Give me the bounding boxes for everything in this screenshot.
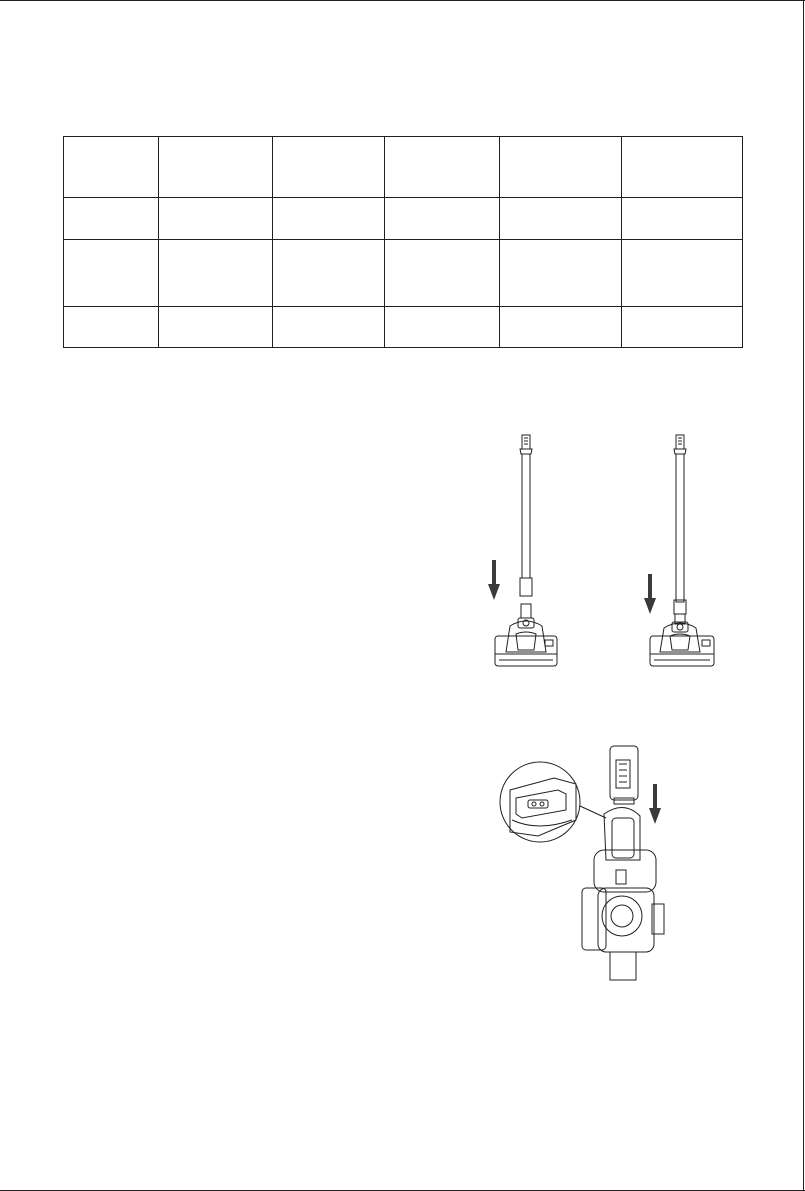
table-cell	[384, 198, 500, 240]
table-cell	[64, 240, 159, 307]
top-rule	[0, 0, 805, 1]
down-arrow-icon	[644, 574, 656, 614]
battery-insertion-figure	[498, 740, 678, 982]
table-cell	[272, 307, 384, 348]
tube-attached-figure	[640, 432, 724, 674]
table-row	[64, 307, 743, 348]
table-cell	[158, 307, 272, 348]
table-cell	[64, 137, 159, 198]
table-cell	[500, 307, 622, 348]
tube-detached-figure	[485, 432, 565, 674]
table-cell	[384, 137, 500, 198]
table-cell	[64, 307, 159, 348]
down-arrow-icon	[649, 784, 661, 824]
spec-table	[63, 136, 743, 348]
table-cell	[384, 240, 500, 307]
table-cell	[500, 240, 622, 307]
table-cell	[622, 307, 743, 348]
right-page-edge	[803, 0, 804, 1191]
table-cell	[500, 198, 622, 240]
table-cell	[158, 137, 272, 198]
table-row	[64, 198, 743, 240]
table-cell	[272, 198, 384, 240]
down-arrow-icon	[488, 560, 500, 600]
table-cell	[500, 137, 622, 198]
table-cell	[622, 198, 743, 240]
table-cell	[622, 137, 743, 198]
table-row	[64, 240, 743, 307]
table-cell	[158, 240, 272, 307]
table-cell	[64, 198, 159, 240]
table-cell	[622, 240, 743, 307]
table-cell	[158, 198, 272, 240]
table-cell	[272, 240, 384, 307]
table-cell	[272, 137, 384, 198]
table-cell	[384, 307, 500, 348]
table-row	[64, 137, 743, 198]
